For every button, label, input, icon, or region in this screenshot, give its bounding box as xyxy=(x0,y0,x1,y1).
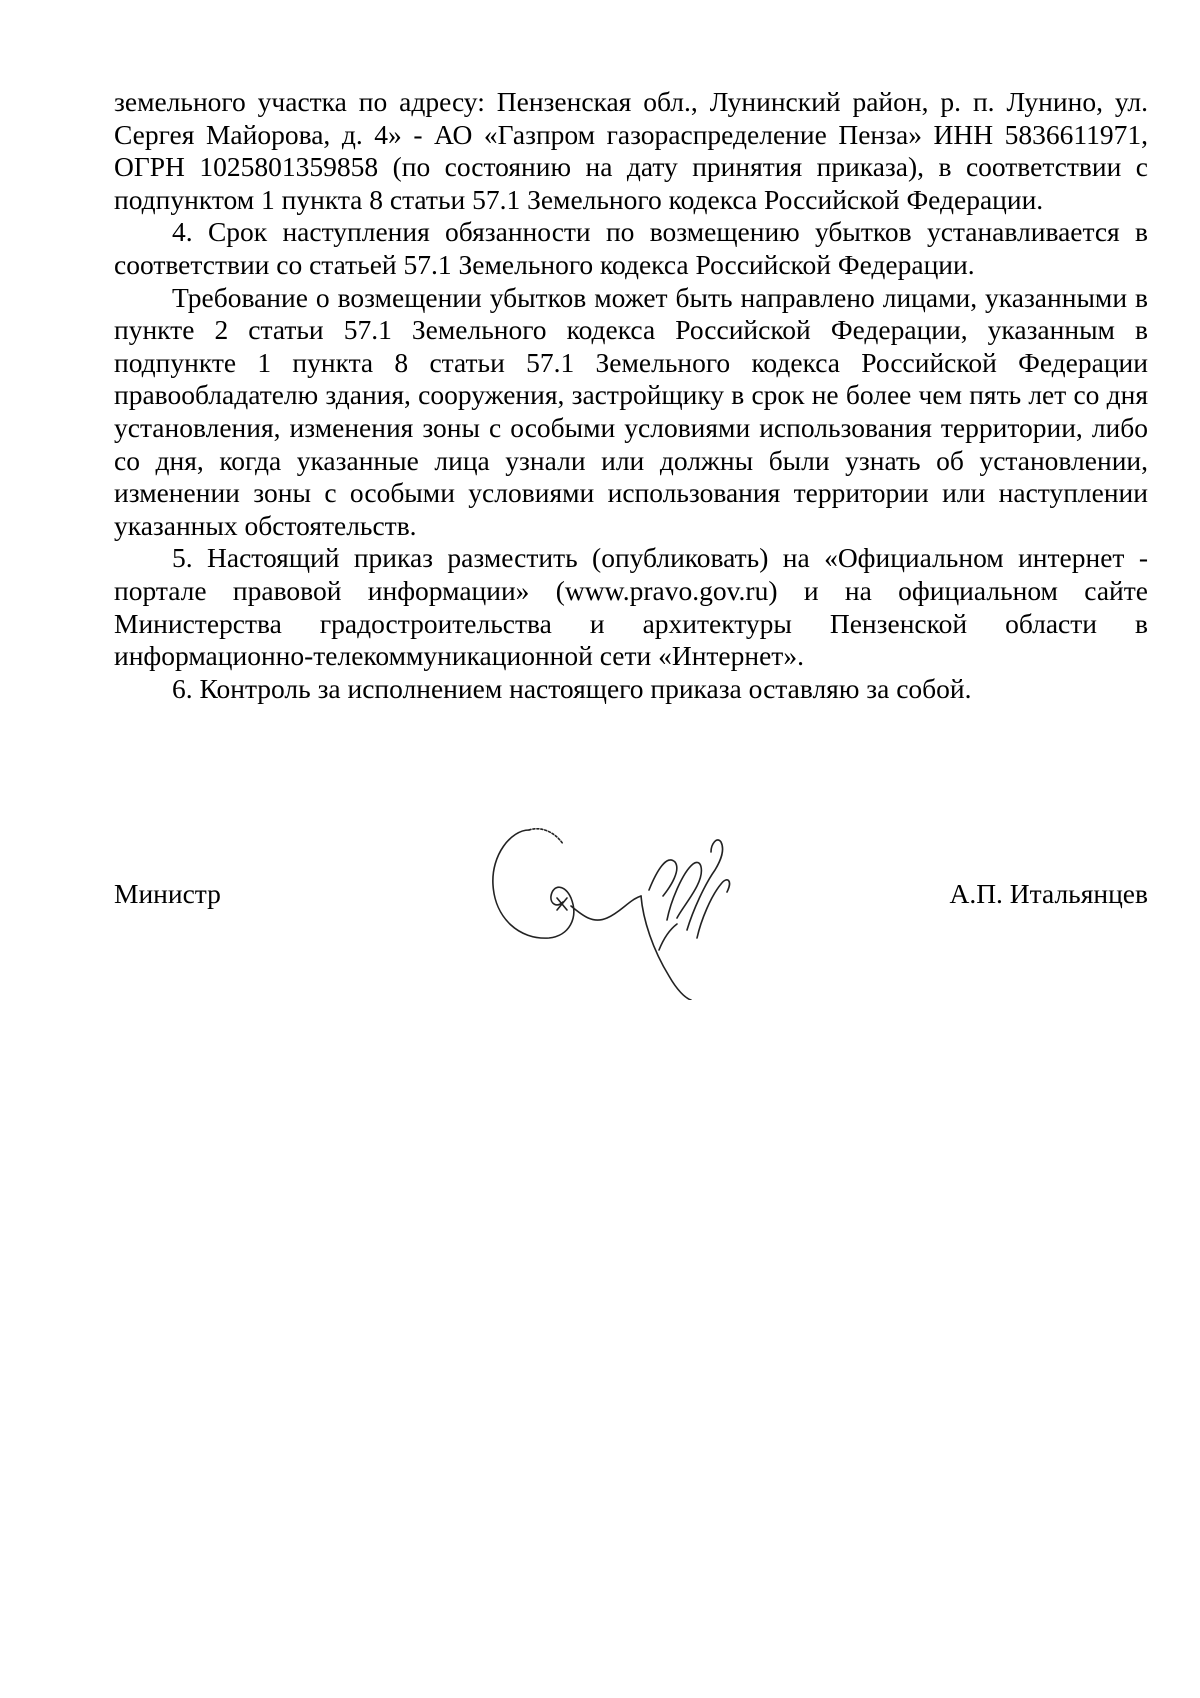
signatory-name: А.П. Итальянцев xyxy=(949,878,1148,909)
paragraph-item-6: 6. Контроль за исполнением настоящего приказа оставляю за собой. xyxy=(172,672,972,704)
signatory-title: Министр xyxy=(114,878,221,909)
paragraph-item-5: 5. Настоящий приказ разместить (опубликовать) на «Официальном интернет - портале правовой информации» (www.pravo.gov.ru) и на официальном сайте Министерства градостроительства и архитектуры Пензенской области в информационно-телекоммуникационной сети «Интернет». xyxy=(114,542,1148,672)
document-body xyxy=(114,86,1148,705)
paragraph-claim-requirement: Требование о возмещении убытков может быть направлено лицами, указанными в пункте 2 статьи 57.1 Земельного кодекса Российской Федерации, указанным в подпункте 1 пункта 8 статьи 57.1 Земельного кодекса Российской Федерации правообладателю здания, сооружения, застройщику в срок не более чем пять лет со дня установления, изменения зоны с особыми условиями использования территории, либо со дня, когда указанные лица узнали или должны были узнать об установлении, изменении зоны с особыми условиями использования территории или наступлении указанных обстоятельств. xyxy=(114,281,1148,541)
handwritten-signature xyxy=(471,800,761,1000)
paragraph-continuation: земельного участка по адресу: Пензенская обл., Лунинский район, р. п. Лунино, ул. Сергея Майорова, д. 4» - АО «Газпром газораспределение Пенза» ИНН 5836611971, ОГРН 1025801359858 (по состоянию на дату принятия приказа), в соответствии с подпунктом 1 пункта 8 статьи 57.1 Земельного кодекса Российской Федерации. xyxy=(114,86,1148,215)
paragraph-item-4: 4. Срок наступления обязанности по возмещению убытков устанавливается в соответствии со статьей 57.1 Земельного кодекса Российской Федерации. xyxy=(114,216,1148,280)
signature-block xyxy=(114,800,1148,1000)
